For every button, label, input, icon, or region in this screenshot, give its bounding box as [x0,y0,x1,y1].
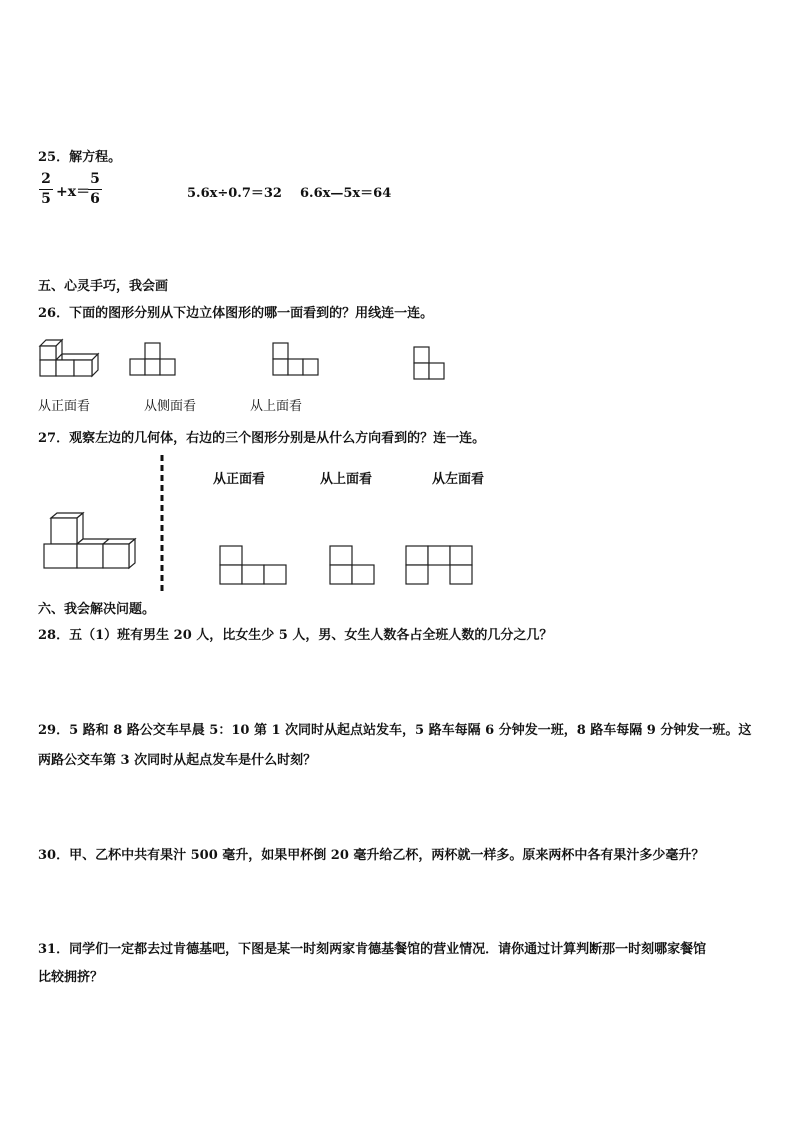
equation-2: 5.6x÷0.7＝32 [187,186,282,201]
q27-header-top: 从上面看 [320,472,373,487]
q27-divider-dashed-line [160,455,164,595]
q28-text: 28．五（1）班有男生 20 人，比女生少 5 人，男、女生人数各占全班人数的几分之几？ [38,628,553,643]
equation-3: 6.6x—5x＝64 [300,186,392,201]
q29-line-2: 两路公交车第 3 次同时从起点发车是什么时刻？ [38,753,317,768]
fraction-bar [88,189,102,190]
section-6-title: 六、我会解决问题。 [38,602,156,617]
q27-view-c [405,545,475,585]
fraction-two-fifths [39,171,53,208]
q25-title: 25．解方程。 [38,150,122,165]
equation-operator: +x＝ [56,184,91,200]
q27-view-a [219,545,289,585]
q27-header-left: 从左面看 [432,472,485,487]
q27-view-b [329,545,379,585]
q30-text: 30．甲、乙杯中共有果汁 500 毫升，如果甲杯倒 20 毫升给乙杯，两杯就一样多。原来两杯中各有果汁多少毫升？ [38,848,705,863]
section-5-title: 五、心灵手巧，我会画 [38,279,169,294]
fraction-numerator: 5 [90,171,100,187]
q26-view-a [130,341,178,377]
fraction-denominator: 6 [90,191,100,207]
fraction-numerator: 2 [41,171,51,187]
q31-line-2: 比较拥挤？ [38,970,104,985]
q31-line-1: 31．同学们一定都去过肯德基吧，下图是某一时刻两家肯德基餐馆的营业情况．请你通过计算判断那一时刻哪家餐馆 [38,942,707,957]
fraction-bar [39,189,53,190]
q26-view-c [414,345,448,381]
q27-title: 27．观察左边的几何体，右边的三个图形分别是从什么方向看到的？连一连。 [38,431,486,446]
q29-line-1: 29．5 路和 8 路公交车早晨 5：10 第 1 次同时从起点站发车，5 路车每隔 6 分钟发一班，8 路车每隔 9 分钟发一班。这 [38,723,752,738]
fraction-five-sixths [88,171,102,208]
q26-label-front: 从正面看 [38,399,91,414]
q26-label-top: 从上面看 [250,399,303,414]
q27-header-front: 从正面看 [213,472,266,487]
q26-view-b [273,341,321,377]
q26-title: 26．下面的图形分别从下边立体图形的哪一面看到的？用线连一连。 [38,306,434,321]
fraction-denominator: 5 [41,191,51,207]
q26-3d-solid [40,338,102,378]
q26-label-side: 从侧面看 [144,399,197,414]
q27-3d-solid [42,512,138,572]
